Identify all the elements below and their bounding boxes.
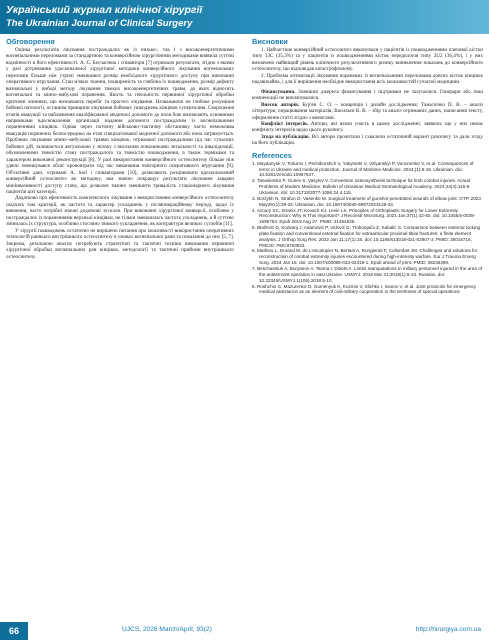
conclusions-heading: Висновки — [252, 37, 288, 46]
reference-item: 6. Mathieu L, Durand M, de L'escalopier N, Bertani A, Rongieras F, Collombet JM. Challenges and solutions for reconstruction of combat extremity injuries encountered during high-intensity warfare. Eur J Trauma Emerg Surg. 2024 Jan 18. doi: 10.1007/s00068-023-02419-1. Epub ahead of print. PMID: 38236390. — [252, 248, 478, 266]
publication-consent-statement — [252, 134, 483, 147]
journal-title-en: The Ukrainian Journal of Clinical Surgery — [6, 18, 193, 29]
conflict-of-interest-statement — [252, 121, 483, 134]
left-column — [6, 37, 234, 617]
discussion-paragraph: У хірургії пошкоджень остаточно не вирішено питання про можливості використання оперативних технологій раннього внутрішнього остеосинтезу в умовах вогнепальної рани та показання до них [5, 7]. Зокрема, детальною аналізу потребують стратегічні та тактичні техніки виконання первинної хірургічної обробки вогнепальних ран кінцівок, методології та тактичні прийоми внутрішнього остеосинтезу. — [6, 227, 234, 260]
discussion-heading: Обговорення — [6, 37, 55, 46]
reference-item: 2. Tanasiienko P, Guriev S, Vasylov V. Conversion osteosynthesis technique for limb combat injuries. Actual Problems of Modern Medicine: Bulletin of Ukrainian Medical Stomatological Academy. 2024;24(4):115-9. Ukrainian. doi: 10.31718/2077-1096.24.4.115. — [252, 178, 471, 196]
journal-citation: UJCS, 2026 March/April; 93(2) — [122, 626, 212, 633]
funding-text: Зовнішні джерела фінансування і підтримки не залучалися. Гонорари або інші компенсації не виплачувалися. — [252, 88, 483, 102]
journal-url-link[interactable]: http://hirurgiya.com.ua — [415, 626, 481, 633]
consent-text: Всі автори прочитали і схвалили остаточний варіант рукопису та дали згоду на його публікацію. — [252, 133, 483, 147]
references-heading: References — [252, 150, 292, 160]
reference-item: 7. Beschasniuk A, Buryanov A, Tsema I, Dinets A. Limbs reamputations in military personnel injured in the area of the antiterrorist operation in east Ukraine. USMYJ. 2018 Mar 31;2018(1):5-10. Russian. doi: 10.32345/USMYJ.1(105).2018.5-10. — [252, 265, 482, 283]
reference-item: 1. Maydanyuk V, Todurov I, Pechiborshch V, Yakymets V, Volyanskyi P, Vononenko V, et al. Consequences of terror in Ukraine and medical protection. Journal of Maritime Medicine. 2024;(1):8-18. Ukrainian. doi: 10.5281/zenodo.10967547. — [252, 160, 474, 178]
conflict-label: Конфлікт інтересів. — [261, 120, 309, 127]
author-contribution-statement — [252, 102, 483, 121]
funding-statement — [252, 89, 483, 102]
reference-list — [252, 161, 483, 295]
discussion-paragraph: Оцінка результатів лікування постраждалих як із низько-, так і з високоенергетичними вогнепальними переломами за стандартною та конверсійною хірургічними методиками виявила суттєві відмінності в його ефективності. А. Є. Бесчаснюк і співавтори [7] отримали результати, згідно з якими у разі дотримання удосконаленої хірургічної методики конверсійного лікування вогнепальних переломів більше ніж утричі зменшився розмір необхідного хірургічного доступу при виконанні оперативного втручання. Стан м'яких тканин, поширеність та глибина їх пошкодження, розмір дефекту визначальні у виборі методу лікування тяжких високоенергетичних травм, до яких відносять вогнепальні та мінно–вибухові поранення. Якість та retельність первинної хірургічної обробки критичні чинники, що визначають перебіг та прогноз лікування. Незважаючи на глибоке розуміння бойової патології, останнім принципи лікування бойових ушкоджень кінцівок суперечливі. Скорочення етапів евакуації та наближення кваліфікованої медичної допомоги до поля бою визначають основними напрямками вдосконалення організації надання допомоги постраждалим із вогнепальними пораненнями кінцівок. Однак через поточну військово–тактичну обстановку часто неможлива евакуація поранених безпосередньо на етап спеціалізованої медичної допомоги або вона затримується. Проблема лікування мінно–вибухової травми кінцівок, отриманої постраждалими під час сучасних бойових дій, залишається актуальною у зв'язку з високими показниками летальності та інвалідизації, обумовленими тяжкістю стану постраждалого та тяжкістю пошкодження, а також терміками та характером виконаної реконструкції [8]. У разі використання конверсійного остеосинтезу більше ніж удвічі зменшувався обсяг крововтрати під час виконання повторного оперативного втручання [9]. Об'єктивні дані, отримані A. Sarl і співавторами [10], дозволяють розцінювати вдосконалений конверсійний остеосинтез як методику, яка значно покращує результати лікування завдяки мініінвазивності доступу стану, що дозволяє значно зменшити тривалість стаціонарного лікування пацієнтів цієї категорії. — [6, 47, 234, 195]
conflict-text: Автори, які взяли участь в цьому дослідженні, заявили, що у них немає конфлікту інтересів щодо цього рукопису. — [252, 120, 483, 134]
reference-item: 4. Azoury SC, Stranix JT, Kovach SJ, Levin LS. Principles of Orthoplastic Surgery for Lower Extremity Reconstruction: Why Is This Important? J Reconstr Microsurg. 2021 Jan;37(1):42-50. doi: 10.1055/s-0039-1695753. Epub 2019 Aug 27. PMID: 31454835. — [252, 207, 476, 225]
journal-header-banner — [0, 0, 489, 34]
discussion-paragraph: Додатково про ефективність комплексного лікування з використанням конверсійного остеосинтезу свідчать такі критерії, як частота та характер ускладнень у післяопераційному періоді, щодо їх вивчення, часто потрібні значні додаткові зусилля. При виконанні хірургічної конверсії, особливо у постраждалих із пораненнями верхньої кінцівки, не тільки зменшилась частота ускладнень, а й суттєво змінилась їх структура, особливо стосовно тяжкого ускладнення, як контрактури великих суглобів [11]. — [6, 195, 234, 228]
page-footer — [0, 622, 489, 640]
funding-label: Фінансування. — [261, 88, 296, 95]
consent-label: Згода на публікацію. — [261, 133, 310, 140]
reference-item: 3. Borzykh N, Strafun O, Vasenko M. Surgical treatment of gunshot penetrated wounds of elbow joint. OTP. 2023 May29;(1):29-33. Ukrainian. doi: 10.15674/0030-59872023129-33. — [252, 195, 481, 207]
conclusion-paragraph: 2. Проблема оптимізації лікування поранених із вогнепальними переломами довгих кісток кінцівок надзвичайна, і для її вирішення необхідне використання всіх можливостей сучасної медицини. — [252, 72, 483, 86]
reference-item: 5. Blažević D, Kodvanj J, Adamović P, Vidović D, Trobonjača Z, Sabalić S. Comparison between external locking plate fixation and conventional external fixation for extraarticular proximal tibial fractures: a finite element analysis. J Orthop Surg Res. 2022 Jan 11;17(1):16. doi: 10.1186/s13018-021-02907-3. PMID: 35016716; PMCID: PMC8753923. — [252, 225, 481, 248]
contribution-text: Бур'ян С. О. – концепція і дизайн дослідження; Танасієнко П. В. – аналіз літератури, опрацювання матеріалів; Васильєв В. В. – збір та аналіз отриманих даних, написання тексту, оформлення статті згідно з вимогами. — [252, 101, 483, 121]
reference-item: 8. Roshchin G, Mazurenko O, Gumenyuk K, Kuzmin V, Slichko I, Ivanov V, et al. Joint protocols for emergency medical assistance as an element of civil-military cooperation in the territories of special operations — [252, 283, 477, 295]
journal-title-ua: Український журнал клінічної хірургії — [6, 4, 203, 16]
right-column — [252, 37, 483, 617]
conclusion-paragraph: 1. Найчастіше конверсійний остеосинтез виконували у пацієнтів із пошкодженнями плечової кістки типу 13С (35,3%) та у пацієнтів із пошкодженнями кісток передпліччя типу 2U2 (36,4%), і у них визначено найвищий рівень клінічного результативного ризику виникнення показань до конверсійного остеосинтезу, що відповідав катастрофічному. — [252, 47, 483, 73]
page-number: 66 — [0, 622, 28, 640]
contribution-label: Внесок авторів. — [261, 101, 300, 108]
